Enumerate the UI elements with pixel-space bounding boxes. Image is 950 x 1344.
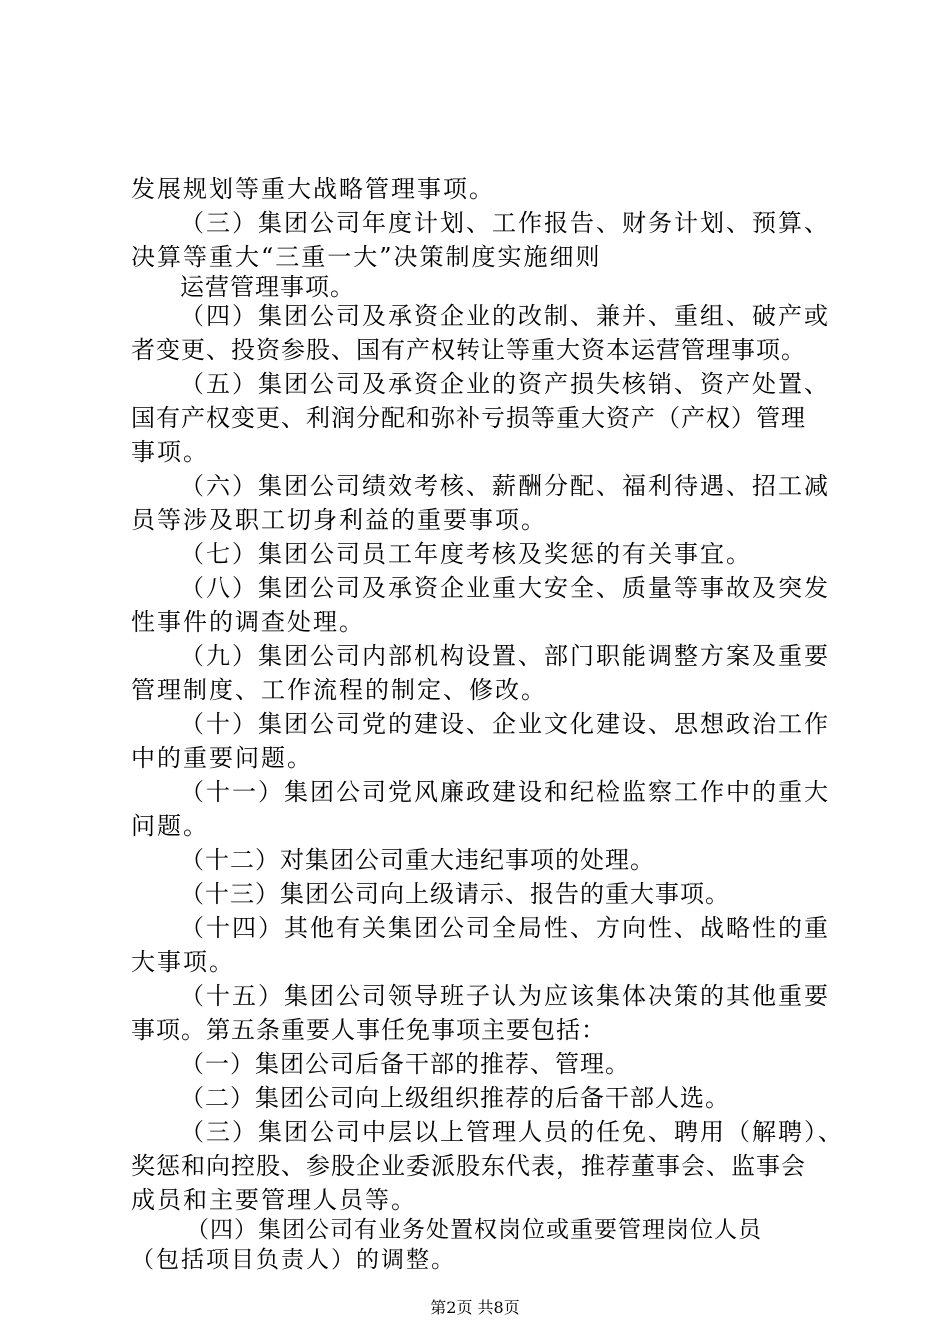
text-line: （五）集团公司及承资企业的资产损失核销、资产处置、 — [180, 370, 830, 398]
text-line: （八）集团公司及承资企业重大安全、质量等事故及突发 — [180, 574, 830, 602]
text-line: 奖惩和向控股、参股企业委派股东代表，推荐董事会、监事会 — [131, 1152, 806, 1180]
text-line: （十三）集团公司向上级请示、报告的重大事项。 — [180, 880, 730, 908]
text-line: 问题。 — [131, 812, 209, 840]
text-line: （六）集团公司绩效考核、薪酬分配、福利待遇、招工减 — [180, 472, 830, 500]
text-line: （三）集团公司中层以上管理人员的任免、聘用（解聘）、 — [180, 1118, 844, 1146]
text-line: （一）集团公司后备干部的推荐、管理。 — [180, 1050, 630, 1078]
page-number-footer: 第2页 共8页 — [430, 1298, 520, 1317]
text-line: 事项。 — [131, 438, 209, 466]
text-line: （十五）集团公司领导班子认为应该集体决策的其他重要 — [180, 982, 830, 1010]
text-line: 管理制度、工作流程的制定、修改。 — [131, 676, 547, 704]
text-line: （三）集团公司年度计划、工作报告、财务计划、预算、 — [180, 209, 830, 237]
text-line: 事项。第五条重要人事任免事项主要包括： — [131, 1016, 606, 1044]
text-line: 运营管理事项。 — [180, 273, 355, 301]
text-line: 成员和主要管理人员等。 — [131, 1186, 417, 1214]
text-line: （十一）集团公司党风廉政建设和纪检监察工作中的重大 — [180, 778, 830, 806]
text-line: 决算等重大“三重一大”决策制度实施细则 — [131, 243, 602, 271]
text-line: 国有产权变更、利润分配和弥补亏损等重大资产（产权）管理 — [131, 404, 806, 432]
text-line: 员等涉及职工切身利益的重要事项。 — [131, 506, 547, 534]
text-line: 中的重要问题。 — [131, 744, 313, 772]
text-line: （七）集团公司员工年度考核及奖惩的有关事宜。 — [180, 540, 752, 568]
text-line: （十四）其他有关集团公司全局性、方向性、战略性的重 — [180, 914, 830, 942]
text-line: （四）集团公司有业务处置权岗位或重要管理岗位人员 — [186, 1217, 762, 1243]
text-line: 发展规划等重大战略管理事项。 — [131, 175, 495, 203]
text-line: 者变更、投资参股、国有产权转让等重大资本运营管理事项。 — [131, 336, 806, 364]
text-line: （四）集团公司及承资企业的改制、兼并、重组、破产或 — [180, 302, 830, 330]
text-line: （二）集团公司向上级组织推荐的后备干部人选。 — [180, 1084, 730, 1112]
text-line: （包括项目负责人）的调整。 — [131, 1247, 456, 1273]
text-line: （十）集团公司党的建设、企业文化建设、思想政治工作 — [180, 710, 830, 738]
text-line: （九）集团公司内部机构设置、部门职能调整方案及重要 — [180, 642, 830, 670]
text-line: 大事项。 — [131, 948, 235, 976]
text-line: （十二）对集团公司重大违纪事项的处理。 — [180, 846, 655, 874]
text-line: 性事件的调查处理。 — [131, 608, 365, 636]
